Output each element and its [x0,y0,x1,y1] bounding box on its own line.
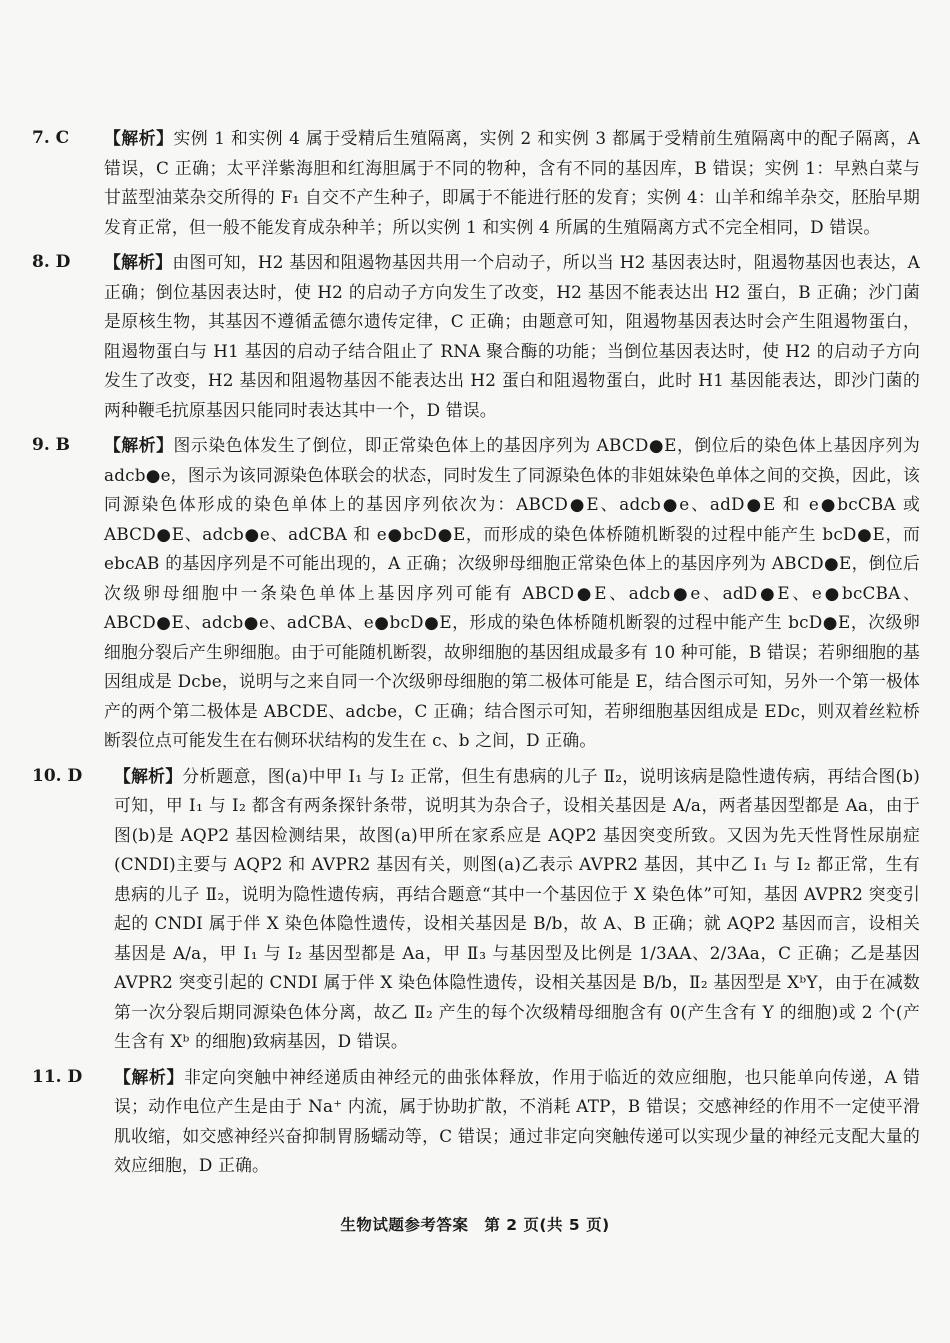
answer-explanation [104,124,920,242]
page-footer: 生物试题参考答案 第 2 页(共 5 页) [340,1216,610,1234]
explanation-text: 图示染色体发生了倒位，即正常染色体上的基因序列为 ABCD●E，倒位后的染色体上基因序列为 adcb●e，图示为该同源染色体联会的状态，同时发生了同源染色体的非姐妹染色单体之间的交换，因此，该同源染色体形成的染色单体上的基因序列依次为：ABCD●E、adcb●e、adD●E 和 e●bcCBA 或 ABCD●E、adcb●e、adCBA 和 e●bcD●E，而形成的染色体桥随机断裂的过程中能产生 bcD●E，而 ebcAB 的基因序列是不可能出现的，A 正确；次级卵母细胞正常染色体上的基因序列为 ABCD●E，倒位后次级卵母细胞中一条染色单体上基因序列可能有 ABCD●E、adcb●e、adD●E、e●bcCBA、ABCD●E、adcb●e、adCBA、e●bcD●E，形成的染色体桥随机断裂的过程中能产生 bcD●E，次级卵细胞分裂后产生卵细胞。由于可能随机断裂，故卵细胞的基因组成最多有 10 种可能，B 错误；若卵细胞的基因组成是 Dcbe，说明与之来自同一个次级卵母细胞的第二极体可能是 E，结合图示可知，另外一个第一极体产的两个第二极体是 ABCDE、adcbe，C 正确；结合图示可知，若卵细胞基因组成是 EDc，则双着丝粒桥断裂位点可能发生在右侧环状结构的发生在 c、b 之间，D 正确。 [104,435,920,750]
analysis-tag: 【解析】 [104,435,174,455]
explanation-text: 分析题意，图(a)中甲 Ⅰ₁ 与 Ⅰ₂ 正常，但生有患病的儿子 Ⅱ₂，说明该病是隐性遗传病，再结合图(b)可知，甲 Ⅰ₁ 与 Ⅰ₂ 都含有两条探针条带，说明其为杂合子，设相关基因是 A/a，两者基因型都是 Aa，由于图(b)是 AQP2 基因检测结果，故图(a)甲所在家系应是 AQP2 基因突变所致。又因为先天性肾性尿崩症(CNDI)主要与 AQP2 和 AVPR2 基因有关，则图(a)乙表示 AVPR2 基因，其中乙 Ⅰ₁ 与 Ⅰ₂ 都正常，生有患病的儿子 Ⅱ₂，说明为隐性遗传病，再结合题意“其中一个基因位于 X 染色体”可知，基因 AVPR2 突变引起的 CNDI 属于伴 X 染色体隐性遗传，设相关基因是 B/b，故 A、B 正确；就 AQP2 基因而言，设相关基因是 A/a，甲 Ⅰ₁ 与 Ⅰ₂ 基因型都是 Aa，甲 Ⅱ₃ 与基因型及比例是 1/3AA、2/3Aa，C 正确；乙是基因 AVPR2 突变引起的 CNDI 属于伴 X 染色体隐性遗传，设相关基因是 B/b，Ⅱ₂ 基因型是 XᵇY，由于在减数第一次分裂后期同源染色体分离，故乙 Ⅱ₂ 产生的每个次级精母细胞含有 0(产生含有 Y 的细胞)或 2 个(产生含有 Xᵇ 的细胞)致病基因，D 错误。 [114,765,920,1051]
analysis-tag: 【解析】 [114,1066,185,1087]
question-number: 10. D [32,765,83,786]
answer-explanation [114,1063,920,1181]
explanation-text: 实例 1 和实例 4 属于受精后生殖隔离，实例 2 和实例 3 都属于受精前生殖隔离中的配子隔离，A 错误，C 正确；太平洋紫海胆和红海胆属于不同的物种，含有不同的基因库，B 错误；实例 1：早熟白菜与甘蓝型油菜杂交所得的 F₁ 自交不产生种子，即属于不能进行胚的发育；实例 4：山羊和绵羊杂交，胚胎早期发育正常，但一般不能发育成杂种羊；所以实例 1 和实例 4 所属的生殖隔离方式不完全相同，D 错误。 [104,128,920,237]
answer-10 [32,762,920,1057]
question-number: 7. C [32,128,70,148]
answer-7 [32,124,920,242]
answer-9 [32,431,920,756]
answer-8 [32,248,920,425]
analysis-tag: 【解析】 [114,765,183,786]
answer-11 [32,1063,920,1181]
analysis-tag: 【解析】 [104,128,174,148]
analysis-tag: 【解析】 [104,252,173,272]
explanation-text: 由图可知，H2 基因和阻遏物基因共用一个启动子，所以当 H2 基因表达时，阻遏物基因也表达，A 正确；倒位基因表达时，使 H2 的启动子方向发生了改变，H2 基因不能表达出 H2 蛋白，B 正确；沙门菌是原核生物，其基因不遵循孟德尔遗传定律，C 正确；由题意可知，阻遏物基因表达时会产生阻遏物蛋白，阻遏物蛋白与 H1 基因的启动子结合阻止了 RNA 聚合酶的功能；当倒位基因表达时，使 H2 的启动子方向发生了改变，H2 基因和阻遏物基因不能表达出 H2 蛋白和阻遏物蛋白，此时 H1 基因能表达，即沙门菌的两种鞭毛抗原基因只能同时表达其中一个，D 错误。 [104,252,920,420]
question-number: 11. D [32,1066,83,1087]
answer-explanation [104,248,920,425]
answer-explanation [114,762,920,1057]
answer-explanation [104,431,920,756]
question-number: 9. B [32,435,71,455]
question-number: 8. D [32,252,71,272]
explanation-text: 非定向突触中神经递质由神经元的曲张体释放，作用于临近的效应细胞，也只能单向传递，A 错误；动作电位产生是由于 Na⁺ 内流，属于协助扩散，不消耗 ATP，B 错误；交感神经的作用不一定使平滑肌收缩，如交感神经兴奋抑制胃肠蠕动等，C 错误；通过非定向突触传递可以实现少量的神经元支配大量的效应细胞，D 正确。 [114,1066,920,1175]
